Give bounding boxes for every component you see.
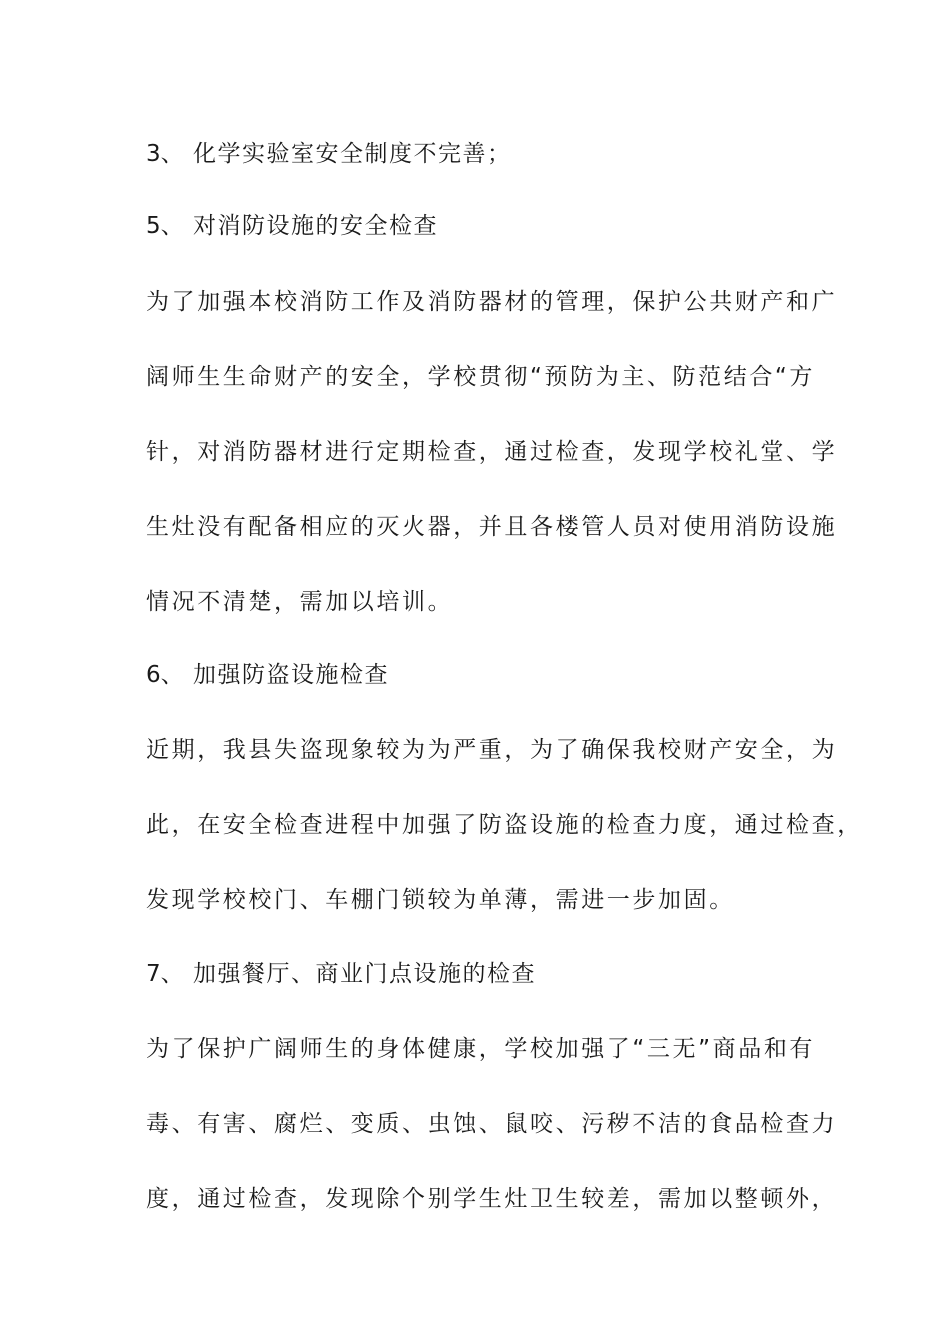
heading-item-6: [146, 655, 836, 695]
paragraph-line: 针，对消防器材进行定期检查，通过检查，发现学校礼堂、学: [146, 439, 838, 465]
heading-number: 3、: [146, 141, 184, 167]
heading-number: 5、: [146, 213, 184, 239]
paragraph-line: 度，通过检查，发现除个别学生灶卫生较差，需加以整顿外，: [146, 1186, 838, 1212]
heading-number: 6、: [146, 662, 184, 688]
paragraph-line: 阔师生生命财产的安全，学校贯彻“预防为主、防范结合“方: [146, 364, 816, 390]
paragraph-line: 毒、有害、腐烂、变质、虫蚀、鼠咬、污秽不洁的食品检查力: [146, 1111, 838, 1137]
heading-text: 对消防设施的安全检查: [193, 213, 438, 239]
paragraph-line: 发现学校校门、车棚门锁较为单薄，需进一步加固。: [146, 887, 735, 913]
heading-item-5: [146, 206, 836, 246]
paragraph-line: 生灶没有配备相应的灭火器，并且各楼管人员对使用消防设施: [146, 514, 838, 540]
heading-item-7: [146, 954, 836, 994]
heading-text: 加强餐厅、商业门点设施的检查: [193, 961, 536, 987]
paragraph-line: 情况不清楚，需加以培训。: [146, 589, 454, 615]
paragraph-line: 近期，我县失盗现象较为为严重，为了确保我校财产安全，为: [146, 737, 838, 763]
heading-text: 化学实验室安全制度不完善；: [193, 141, 512, 167]
heading-item-3: [146, 134, 836, 174]
paragraph-line: 为了加强本校消防工作及消防器材的管理，保护公共财产和广: [146, 289, 838, 315]
heading-number: 7、: [146, 961, 184, 987]
paragraph-line: 为了保护广阔师生的身体健康，学校加强了“三无”商品和有: [146, 1036, 816, 1062]
heading-text: 加强防盗设施检查: [193, 662, 389, 688]
paragraph-line: 此，在安全检查进程中加强了防盗设施的检查力度，通过检查，: [146, 812, 863, 838]
